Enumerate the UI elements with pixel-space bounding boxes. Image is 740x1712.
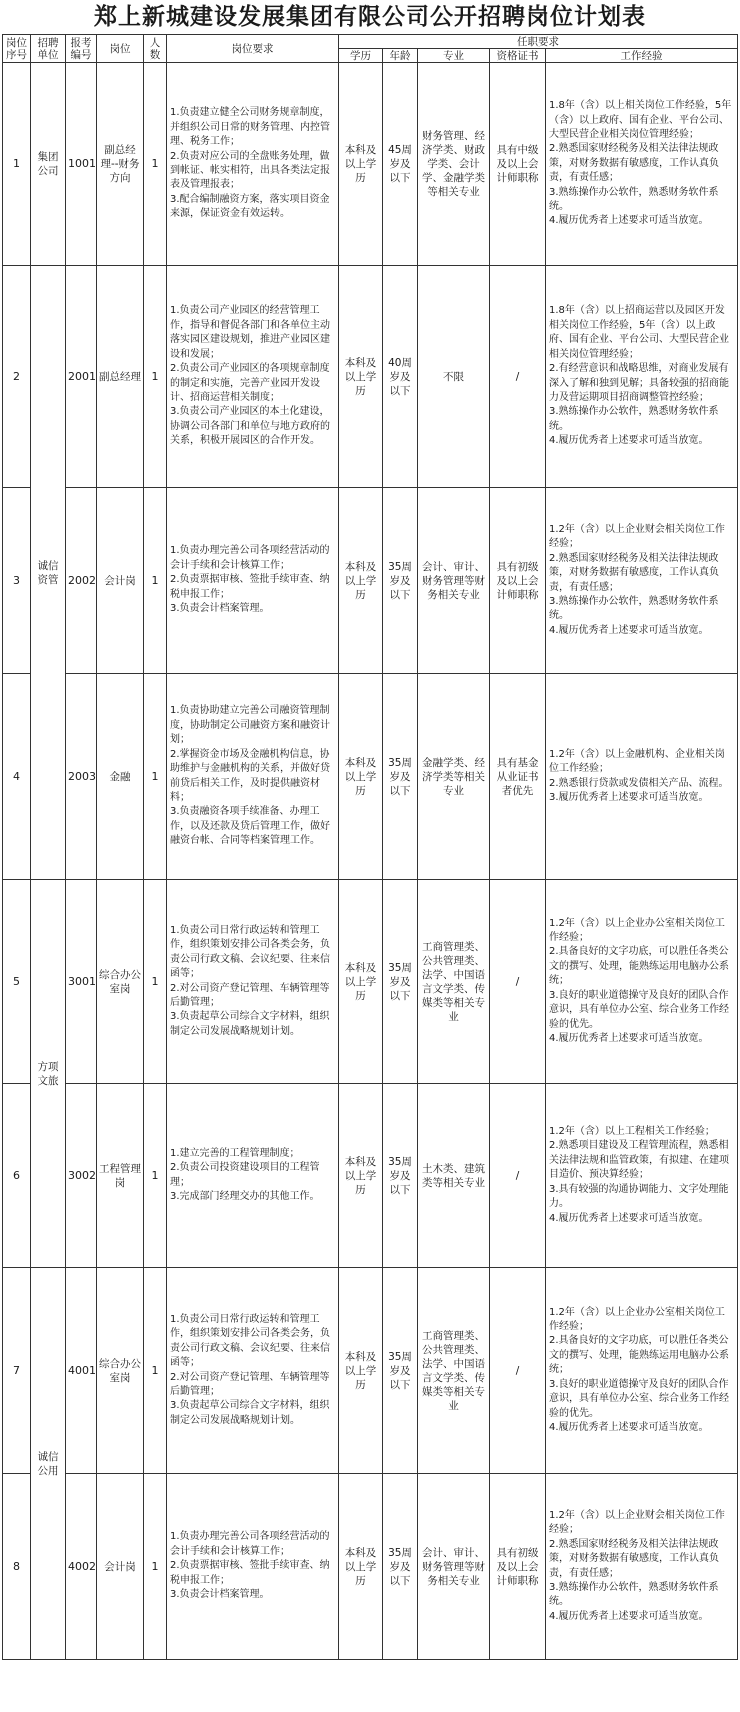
duty-item: 3.完成部门经理交办的其他工作。 [170,1190,320,1202]
experience-item: 1.2年（含）以上企业办公室相关岗位工作经验； [549,1306,725,1333]
row-count: 1 [144,1474,167,1660]
row-code: 4001 [66,1268,97,1474]
experience-item: 1.8年（含）以上相关岗位工作经验，5年（含）以上政府、国有企业、平台公司、大型民营企业相关岗位管理经验； [549,100,732,140]
duty-item: 2.对公司资产登记管理、车辆管理等后勤管理； [170,982,330,1008]
duty-item: 1.负责建立健全公司财务规章制度，并组织公司日常的财务管理、内控管理、税务工作； [170,107,330,148]
duty-item: 2.负责公司产业园区的各项规章制度的制定和实施，完善产业园开发设计、招商运营相关制度； [170,363,330,403]
row-major: 土木类、建筑类等相关专业 [418,1084,490,1268]
row-position: 会计岗 [97,488,144,674]
row-major: 不限 [418,266,490,488]
row-major: 金融学类、经济学类等相关专业 [418,674,490,880]
table-row [3,880,738,1084]
experience-item: 1.8年（含）以上招商运营以及园区开发相关岗位工作经验，5年（含）以上政府、国有企业、平台公司、大型民营企业相关岗位管理经验； [549,305,729,360]
duty-item: 1.负责公司日常行政运转和管理工作，组织策划安排公司各类会务，负责公司行政文稿、会议纪要、往来信函等； [170,1313,330,1369]
duty-item: 2.负责公司投资建设项目的工程管理； [170,1162,320,1188]
row-code: 1001 [66,63,97,266]
row-age: 35周岁及以下 [383,1268,418,1474]
row-code: 3001 [66,880,97,1084]
duty-item: 3.负责会计档案管理。 [170,603,270,615]
row-experience [546,1474,738,1660]
duty-item: 2.对公司资产登记管理、车辆管理等后勤管理； [170,1371,330,1397]
header-code: 报考编号 [66,35,97,63]
experience-item: 3.履历优秀者上述要求可适当放宽。 [549,791,709,803]
header-seq: 岗位序号 [3,35,31,63]
row-count: 1 [144,266,167,488]
row-experience [546,1268,738,1474]
row-age: 35周岁及以下 [383,488,418,674]
experience-item: 2.熟悉项目建设及工程管理流程，熟悉相关法律法规和监管政策，有拟建、在建项目造价、预决算经验； [549,1140,729,1181]
experience-item: 2.有经营意识和战略思维，对商业发展有深入了解和独到见解；具备较强的招商能力及营运期项目招商调整管控经验； [549,363,729,403]
header-duty: 岗位要求 [167,35,339,63]
row-position: 金融 [97,674,144,880]
row-education: 本科及以上学历 [339,266,383,488]
experience-item: 4.履历优秀者上述要求可适当放宽。 [549,435,709,447]
row-certificate: / [490,1268,546,1474]
row-code: 2002 [66,488,97,674]
row-duty [167,880,339,1084]
experience-item: 4.履历优秀者上述要求可适当放宽。 [549,1610,709,1622]
row-seq: 2 [3,266,31,488]
experience-item: 2.熟悉国家财经税务及相关法律法规政策，对财务数据有敏感度，工作认真负责，有责任感； [549,552,719,593]
row-duty [167,488,339,674]
experience-item: 2.具备良好的文字功底，可以胜任各类公文的撰写、处理，能熟练运用电脑办公系统； [549,1335,729,1376]
row-major: 工商管理类、公共管理类、法学、中国语言文学类、传媒类等相关专业 [418,880,490,1084]
table-row [3,63,738,266]
row-certificate: 具有初级及以上会计师职称 [490,1474,546,1660]
duty-item: 1.负责办理完善公司各项经营活动的会计手续和会计核算工作； [170,545,330,571]
header-position: 岗位 [97,35,144,63]
experience-item: 1.2年（含）以上金融机构、企业相关岗位工作经验； [549,748,725,775]
row-duty [167,1084,339,1268]
row-seq: 3 [3,488,31,674]
duty-item: 1.建立完善的工程管理制度； [170,1147,300,1159]
row-experience [546,674,738,880]
row-position: 综合办公室岗 [97,1268,144,1474]
row-duty [167,63,339,266]
duty-item: 2.负责票据审核、签批手续审查、纳税申报工作； [170,1560,330,1586]
header-edu: 学历 [339,49,383,63]
row-education: 本科及以上学历 [339,63,383,266]
duty-item: 3.负责融资各项手续准备、办理工作，以及还款及贷后管理工作，做好融资台帐、合同等档案管理工作。 [170,806,330,847]
row-seq: 1 [3,63,31,266]
row-experience [546,63,738,266]
row-education: 本科及以上学历 [339,1474,383,1660]
table-row [3,1268,738,1474]
table-row [3,488,738,674]
recruiting-unit: 诚信公用 [31,1268,66,1660]
row-certificate: 具有中级及以上会计师职称 [490,63,546,266]
duty-item: 1.负责协助建立完善公司融资管理制度，协助制定公司融资方案和融资计划； [170,705,330,746]
row-code: 2001 [66,266,97,488]
row-seq: 4 [3,674,31,880]
row-experience [546,880,738,1084]
experience-item: 4.履历优秀者上述要求可适当放宽。 [549,1212,709,1224]
row-experience [546,266,738,488]
row-count: 1 [144,63,167,266]
row-duty [167,674,339,880]
experience-item: 3.熟练操作办公软件，熟悉财务软件系统。 [549,186,719,213]
experience-item: 3.良好的职业道德操守及良好的团队合作意识，具有单位办公室、综合业务工作经验的优先。 [549,1378,729,1419]
experience-item: 3.熟练操作办公软件，熟悉财务软件系统。 [549,406,719,432]
row-seq: 6 [3,1084,31,1268]
experience-item: 1.2年（含）以上企业办公室相关岗位工作经验； [549,917,725,944]
header-unit: 招聘单位 [31,35,66,63]
row-code: 4002 [66,1474,97,1660]
experience-item: 4.履历优秀者上述要求可适当放宽。 [549,1032,709,1044]
row-age: 40周岁及以下 [383,266,418,488]
row-certificate: / [490,266,546,488]
experience-item: 2.具备良好的文字功底，可以胜任各类公文的撰写、处理，能熟练运用电脑办公系统； [549,946,729,987]
row-code: 3002 [66,1084,97,1268]
duty-item: 2.掌握资金市场及金融机构信息，协助维护与金融机构的关系，并做好贷前贷后相关工作，及时提供融资材料； [170,748,330,803]
row-certificate: 具有基金从业证书者优先 [490,674,546,880]
duty-item: 3.配合编制融资方案，落实项目资金来源，保证资金有效运转。 [170,193,330,220]
row-major: 财务管理、经济学类、财政学类、会计学、金融学类等相关专业 [418,63,490,266]
header-requirements: 任职要求 [339,35,738,49]
header-age: 年龄 [383,49,418,63]
experience-item: 2.熟悉国家财经税务及相关法律法规政策，对财务数据有敏感度，工作认真负责，有责任感； [549,1538,719,1579]
row-age: 45周岁及以下 [383,63,418,266]
experience-item: 1.2年（含）以上企业财会相关岗位工作经验； [549,1509,725,1536]
table-row [3,1474,738,1660]
row-experience [546,488,738,674]
duty-item: 2.负责对应公司的全盘账务处理，做到帐证、帐实相符，出具各类法定报表及管理报表； [170,150,330,191]
row-education: 本科及以上学历 [339,1268,383,1474]
table-row [3,674,738,880]
header-exp: 工作经验 [546,49,738,63]
experience-item: 3.熟练操作办公软件，熟悉财务软件系统。 [549,1581,719,1608]
duty-item: 3.负责公司产业园区的本土化建设，协调公司各部门和单位与地方政府的关系，积极开展园区的合作开发。 [170,406,330,447]
row-position: 综合办公室岗 [97,880,144,1084]
row-experience [546,1084,738,1268]
experience-item: 2.熟悉国家财经税务及相关法律法规政策，对财务数据有敏感度，工作认真负责，有责任感； [549,143,719,184]
header-major: 专业 [418,49,490,63]
row-duty [167,266,339,488]
experience-item: 1.2年（含）以上企业财会相关岗位工作经验； [549,523,725,550]
row-duty [167,1474,339,1660]
duty-item: 1.负责公司日常行政运转和管理工作，组织策划安排公司各类会务，负责公司行政文稿、会议纪要、往来信函等； [170,924,330,980]
duty-item: 1.负责公司产业园区的经营管理工作，指导和督促各部门和各单位主动落实园区建设规划，推进产业园区建设和发展； [170,305,330,360]
row-education: 本科及以上学历 [339,880,383,1084]
row-education: 本科及以上学历 [339,1084,383,1268]
experience-item: 1.2年（含）以上工程相关工作经验； [549,1126,715,1138]
recruiting-unit: 集团公司 [31,63,66,266]
row-age: 35周岁及以下 [383,1474,418,1660]
header-count: 人数 [144,35,167,63]
row-count: 1 [144,1268,167,1474]
experience-item: 4.履历优秀者上述要求可适当放宽。 [549,1421,709,1433]
row-seq: 8 [3,1474,31,1660]
experience-item: 4.履历优秀者上述要求可适当放宽。 [549,624,709,636]
experience-item: 3.熟练操作办公软件，熟悉财务软件系统。 [549,595,719,622]
row-position: 工程管理岗 [97,1084,144,1268]
row-position: 副总经理--财务方向 [97,63,144,266]
experience-item: 4.履历优秀者上述要求可适当放宽。 [549,215,709,227]
row-position: 会计岗 [97,1474,144,1660]
row-age: 35周岁及以下 [383,674,418,880]
row-age: 35周岁及以下 [383,880,418,1084]
experience-item: 3.良好的职业道德操守及良好的团队合作意识，具有单位办公室、综合业务工作经验的优先。 [549,989,729,1030]
experience-item: 2.熟悉银行贷款或发债相关产品、流程。 [549,777,729,789]
experience-item: 3.具有较强的沟通协调能力、文字处理能力。 [549,1183,729,1210]
header-cert: 资格证书 [490,49,546,63]
row-count: 1 [144,488,167,674]
row-major: 会计、审计、财务管理等财务相关专业 [418,1474,490,1660]
recruitment-table [2,34,738,1660]
row-seq: 7 [3,1268,31,1474]
duty-item: 1.负责办理完善公司各项经营活动的会计手续和会计核算工作； [170,1531,330,1557]
row-code: 2003 [66,674,97,880]
row-certificate: / [490,1084,546,1268]
row-education: 本科及以上学历 [339,488,383,674]
page-title: 郑上新城建设发展集团有限公司公开招聘岗位计划表 [94,4,646,30]
row-certificate: / [490,880,546,1084]
recruiting-unit: 诚信资管 [31,266,66,880]
row-education: 本科及以上学历 [339,674,383,880]
row-major: 工商管理类、公共管理类、法学、中国语言文学类、传媒类等相关专业 [418,1268,490,1474]
row-count: 1 [144,880,167,1084]
row-seq: 5 [3,880,31,1084]
row-count: 1 [144,674,167,880]
row-count: 1 [144,1084,167,1268]
row-age: 35周岁及以下 [383,1084,418,1268]
row-major: 会计、审计、财务管理等财务相关专业 [418,488,490,674]
duty-item: 3.负责起草公司综合文字材料，组织制定公司发展战略规划计划。 [170,1400,330,1426]
duty-item: 3.负责起草公司综合文字材料，组织制定公司发展战略规划计划。 [170,1011,330,1037]
row-certificate: 具有初级及以上会计师职称 [490,488,546,674]
row-position: 副总经理 [97,266,144,488]
row-duty [167,1268,339,1474]
table-row [3,1084,738,1268]
table-row [3,266,738,488]
recruiting-unit: 方项文旅 [31,880,66,1268]
duty-item: 2.负责票据审核、签批手续审查、纳税申报工作； [170,574,330,600]
duty-item: 3.负责会计档案管理。 [170,1589,270,1601]
